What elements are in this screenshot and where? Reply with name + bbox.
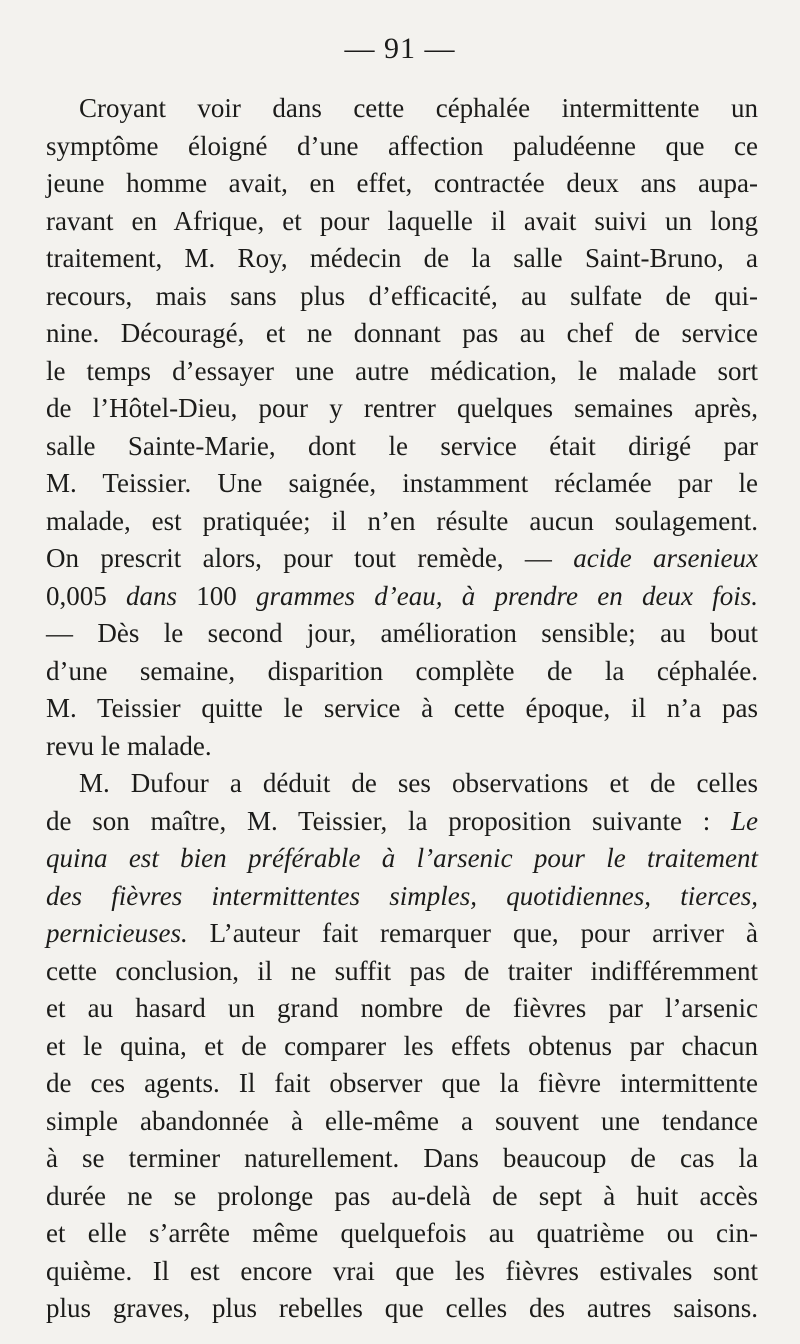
text-segment: L’auteur fait remarquer que, pour arriver à — [187, 918, 758, 948]
text-line: M. Teissier. Une saignée, instamment réclamée par le — [46, 468, 758, 498]
text-segment: On prescrit alors, pour tout remède, — — [46, 543, 574, 573]
body-text — [46, 90, 758, 1328]
text-line: Croyant voir dans cette céphalée intermittente un — [79, 93, 758, 123]
text-line: M. Teissier quitte le service à cette époque, il n’a pas — [46, 693, 758, 723]
text-line: durée ne se prolonge pas au-delà de sept à huit accès — [46, 1180, 758, 1211]
text-segment: de son maître, M. Teissier, la proposition suivante : — [46, 805, 731, 836]
text-line: symptôme éloigné d’une affection paludéenne que ce — [46, 130, 758, 161]
text-line: traitement, M. Roy, médecin de la salle Saint-Bruno, a — [46, 243, 758, 273]
text-line: de ces agents. Il fait observer que la fièvre intermittente — [46, 1068, 758, 1098]
text-segment: 0,005 — [46, 580, 127, 611]
italic-segment: pernicieuses. — [46, 918, 188, 948]
text-line — [46, 803, 758, 841]
page-number: — 91 — — [344, 32, 456, 65]
text-segment: 100 — [177, 580, 257, 611]
text-line — [46, 915, 758, 953]
text-line: salle Sainte-Marie, dont le service était dirigé par — [46, 430, 758, 461]
text-line: et au hasard un grand nombre de fièvres par l’arsenic — [46, 993, 758, 1023]
text-line: simple abandonnée à elle-même a souvent une tendance — [46, 1105, 758, 1136]
text-line: d’une semaine, disparition complète de la céphalée. — [46, 655, 758, 686]
text-line: nine. Découragé, et ne donnant pas au chef de service — [46, 318, 758, 348]
text-line: de l’Hôtel-Dieu, pour y rentrer quelques semaines après, — [46, 393, 758, 423]
italic-segment: acide arsenieux — [573, 543, 759, 573]
italic-segment: grammes d’eau, à prendre en deux fois. — [256, 580, 758, 611]
text-line: revu le malade. — [46, 730, 212, 761]
text-line: cette conclusion, il ne suffit pas de traiter indifféremment — [46, 955, 758, 986]
text-line: recours, mais sans plus d’efficacité, au sulfate de qui- — [46, 280, 758, 311]
text-line: quième. Il est encore vrai que les fièvres estivales sont — [46, 1255, 758, 1286]
text-line: des fièvres intermittentes simples, quotidiennes, tierces, — [46, 880, 758, 911]
text-line: à se terminer naturellement. Dans beaucoup de cas la — [46, 1143, 758, 1173]
text-line — [46, 578, 758, 616]
text-line: ravant en Afrique, et pour laquelle il avait suivi un long — [46, 205, 758, 236]
italic-segment: dans — [126, 580, 178, 611]
text-line: le temps d’essayer une autre médication, le malade sort — [46, 355, 758, 386]
text-line: quina est bien préférable à l’arsenic pour le traitement — [46, 843, 758, 873]
text-line: malade, est pratiquée; il n’en résulte aucun soulagement. — [46, 505, 758, 536]
text-line: jeune homme avait, en effet, contractée deux ans aupa- — [46, 168, 758, 198]
text-line: et le quina, et de comparer les effets obtenus par chacun — [46, 1030, 758, 1061]
italic-segment: Le — [731, 805, 758, 836]
text-line: M. Dufour a déduit de ses observations et de celles — [79, 768, 758, 798]
text-line: — Dès le second jour, amélioration sensible; au bout — [46, 618, 758, 648]
text-line — [46, 540, 758, 578]
text-line: et elle s’arrête même quelquefois au quatrième ou cin- — [46, 1218, 758, 1248]
text-line: plus graves, plus rebelles que celles des autres saisons. — [46, 1293, 758, 1323]
